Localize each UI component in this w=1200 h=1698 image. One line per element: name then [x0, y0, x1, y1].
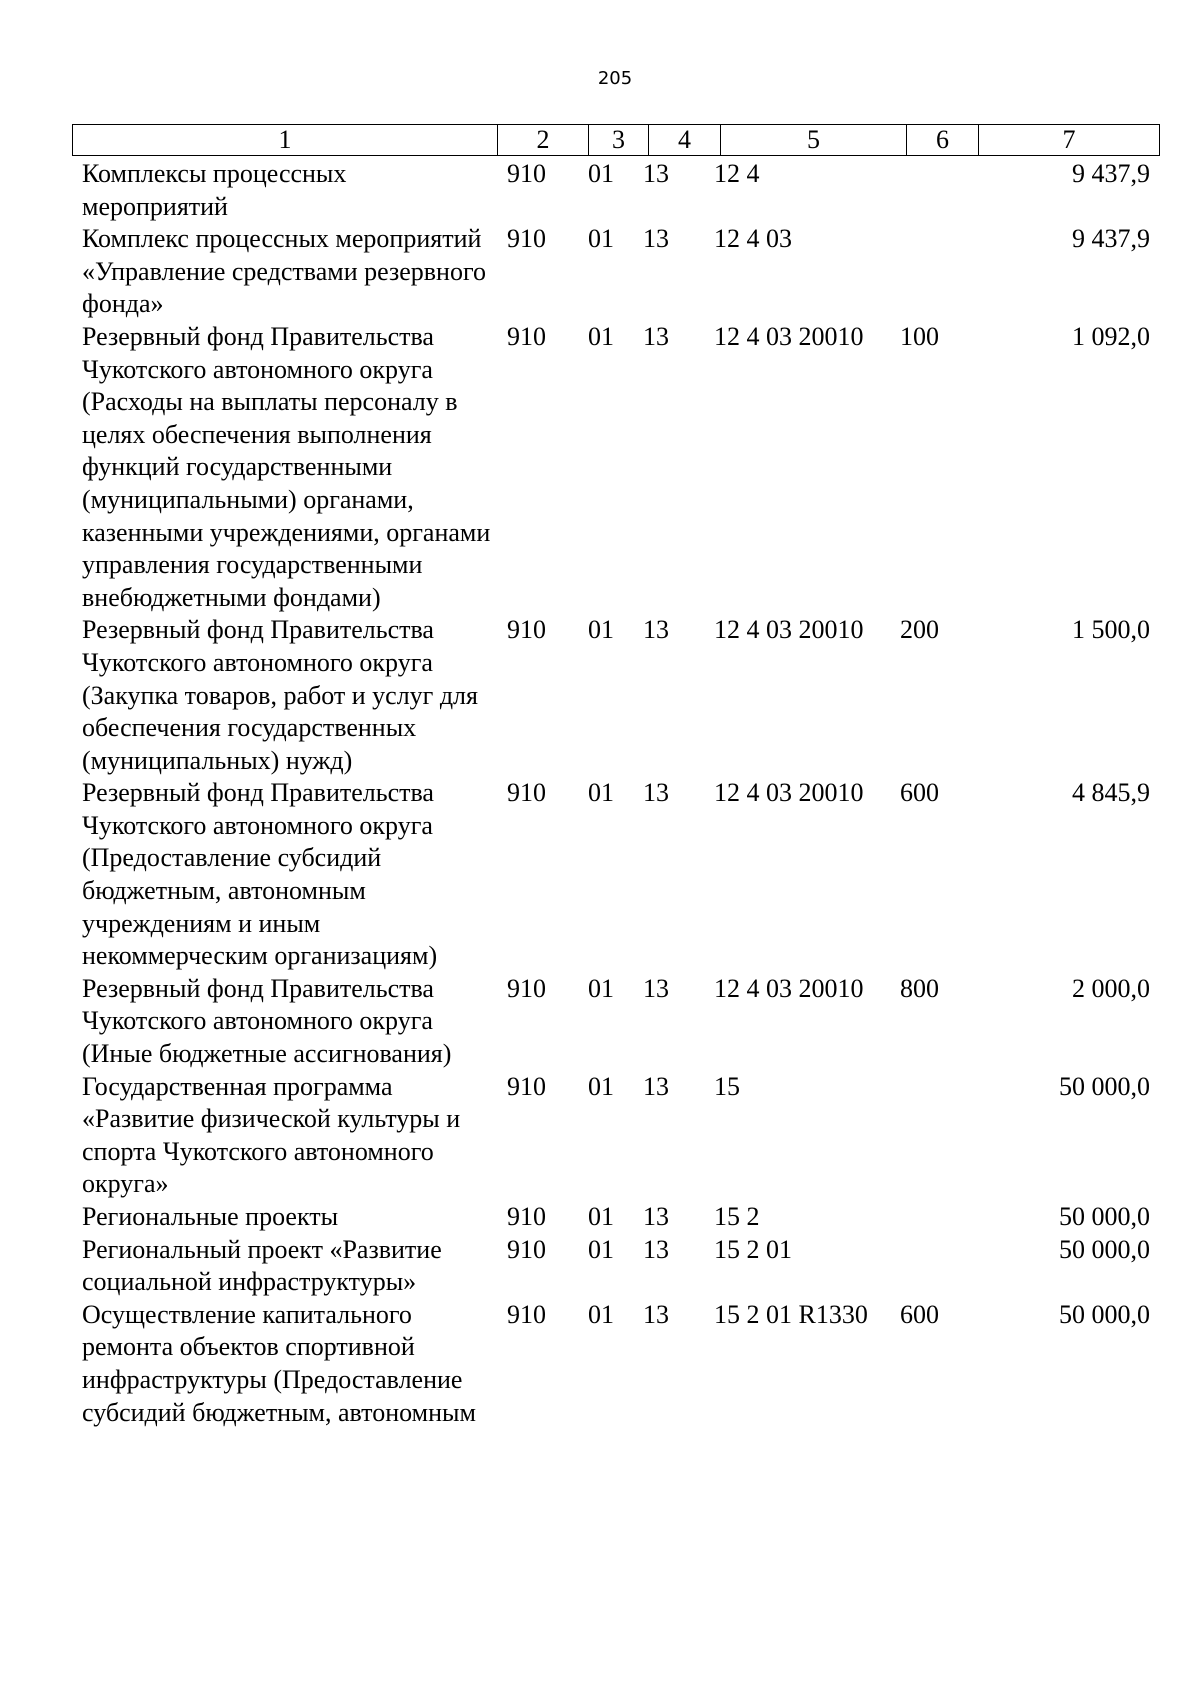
col2-cell: 910: [507, 1299, 546, 1329]
col7-cell: 9 437,9: [1072, 224, 1150, 254]
header-cell-2: 2: [498, 125, 589, 155]
col2-cell: 910: [507, 321, 546, 351]
col6-cell: [890, 1071, 962, 1201]
table-row: [72, 614, 1160, 777]
col6-cell: 100: [900, 321, 939, 351]
col3-cell: 01: [588, 1299, 614, 1329]
col4-cell: 13: [643, 159, 669, 188]
table-row: [72, 1071, 1160, 1201]
col6-cell: 800: [900, 973, 939, 1003]
col5-cell: 12 4 03 20010: [714, 321, 864, 351]
col3-cell: 01: [588, 615, 614, 645]
header-cell-1: 1: [73, 125, 498, 155]
name-cell: Региональный проект «Развитие социальной инфраструктуры»: [82, 1234, 442, 1297]
table-row: [72, 223, 1160, 321]
header-cell-6: 6: [907, 125, 979, 155]
table-header: [72, 124, 1160, 156]
col7-cell: 50 000,0: [1059, 1202, 1150, 1231]
col3-cell: 01: [588, 1071, 614, 1101]
table-row: [72, 1299, 1160, 1429]
col6-cell: 200: [900, 615, 939, 645]
table-row: [72, 158, 1160, 223]
table-row: [72, 973, 1160, 1071]
col2-cell: 910: [507, 1071, 546, 1101]
col5-cell: 12 4 03 20010: [714, 973, 864, 1003]
col4-cell: 13: [643, 1071, 669, 1101]
table-row: [72, 1201, 1160, 1234]
col5-cell: 12 4 03 20010: [714, 615, 864, 645]
header-cell-3: 3: [589, 125, 649, 155]
col5-cell: 15 2 01: [714, 1234, 792, 1264]
table-row: [72, 1234, 1160, 1299]
name-cell: Резервный фонд Правительства Чукотского автономного округа (Предоставление субсидий бюджетным, автономным учреждениям и иным некоммерческим организациям): [82, 778, 438, 971]
col3-cell: 01: [588, 1202, 614, 1231]
table-body: [72, 158, 1160, 1429]
col5-cell: 15 2 01 R1330: [714, 1299, 868, 1329]
col2-cell: 910: [507, 615, 546, 645]
col6-cell: 600: [900, 778, 939, 808]
col4-cell: 13: [643, 1299, 669, 1329]
name-cell: Резервный фонд Правительства Чукотского автономного округа (Закупка товаров, работ и услуг для обеспечения государственных (муниципальных) нужд): [82, 615, 478, 775]
header-cell-5: 5: [721, 125, 907, 155]
name-cell: Комплексы процессных мероприятий: [82, 159, 347, 221]
col7-cell: 9 437,9: [1072, 159, 1150, 188]
name-cell: Региональные проекты: [82, 1202, 339, 1231]
col3-cell: 01: [588, 1234, 614, 1264]
col7-cell: 1 092,0: [1072, 321, 1150, 351]
col5-cell: 15 2: [714, 1202, 760, 1231]
col4-cell: 13: [643, 321, 669, 351]
col4-cell: 13: [643, 778, 669, 808]
name-cell: Резервный фонд Правительства Чукотского автономного округа (Иные бюджетные ассигнования): [82, 973, 452, 1069]
col7-cell: 2 000,0: [1072, 973, 1150, 1003]
name-cell: Осуществление капитального ремонта объектов спортивной инфраструктуры (Предоставление субсидий бюджетным, автономным: [82, 1299, 476, 1427]
col6-cell: [890, 1201, 962, 1234]
col2-cell: 910: [507, 224, 546, 254]
col7-cell: 50 000,0: [1059, 1071, 1150, 1101]
col3-cell: 01: [588, 224, 614, 254]
page-number: 205: [597, 68, 633, 89]
col2-cell: 910: [507, 159, 546, 188]
col2-cell: 910: [507, 778, 546, 808]
col6-cell: [890, 1234, 962, 1299]
col4-cell: 13: [643, 615, 669, 645]
col3-cell: 01: [588, 159, 614, 188]
col5-cell: 12 4: [714, 159, 760, 188]
col2-cell: 910: [507, 1202, 546, 1231]
col7-cell: 50 000,0: [1059, 1299, 1150, 1329]
col5-cell: 12 4 03: [714, 224, 792, 254]
col3-cell: 01: [588, 778, 614, 808]
name-cell: Государственная программа «Развитие физической культуры и спорта Чукотского автономного округа»: [82, 1071, 461, 1199]
table-row: [72, 777, 1160, 973]
col6-cell: [890, 223, 962, 321]
col6-cell: 600: [900, 1299, 939, 1329]
col7-cell: 50 000,0: [1059, 1234, 1150, 1264]
col2-cell: 910: [507, 973, 546, 1003]
col7-cell: 1 500,0: [1072, 615, 1150, 645]
table-row: [72, 321, 1160, 614]
header-cell-4: 4: [649, 125, 721, 155]
col4-cell: 13: [643, 1202, 669, 1231]
name-cell: Резервный фонд Правительства Чукотского автономного округа (Расходы на выплаты персоналу в целях обеспечения выполнения функций государственными (муниципальными) органами, казенными учреждениями, органами управления государственными внебюджетными фондами): [82, 321, 491, 612]
col4-cell: 13: [643, 973, 669, 1003]
col4-cell: 13: [643, 224, 669, 254]
col3-cell: 01: [588, 973, 614, 1003]
col6-cell: [890, 158, 962, 223]
col5-cell: 15: [714, 1071, 740, 1101]
col3-cell: 01: [588, 321, 614, 351]
header-cell-7: 7: [1062, 125, 1076, 154]
name-cell: Комплекс процессных мероприятий «Управление средствами резервного фонда»: [82, 224, 486, 319]
col4-cell: 13: [643, 1234, 669, 1264]
col2-cell: 910: [507, 1234, 546, 1264]
col5-cell: 12 4 03 20010: [714, 778, 864, 808]
col7-cell: 4 845,9: [1072, 778, 1150, 808]
